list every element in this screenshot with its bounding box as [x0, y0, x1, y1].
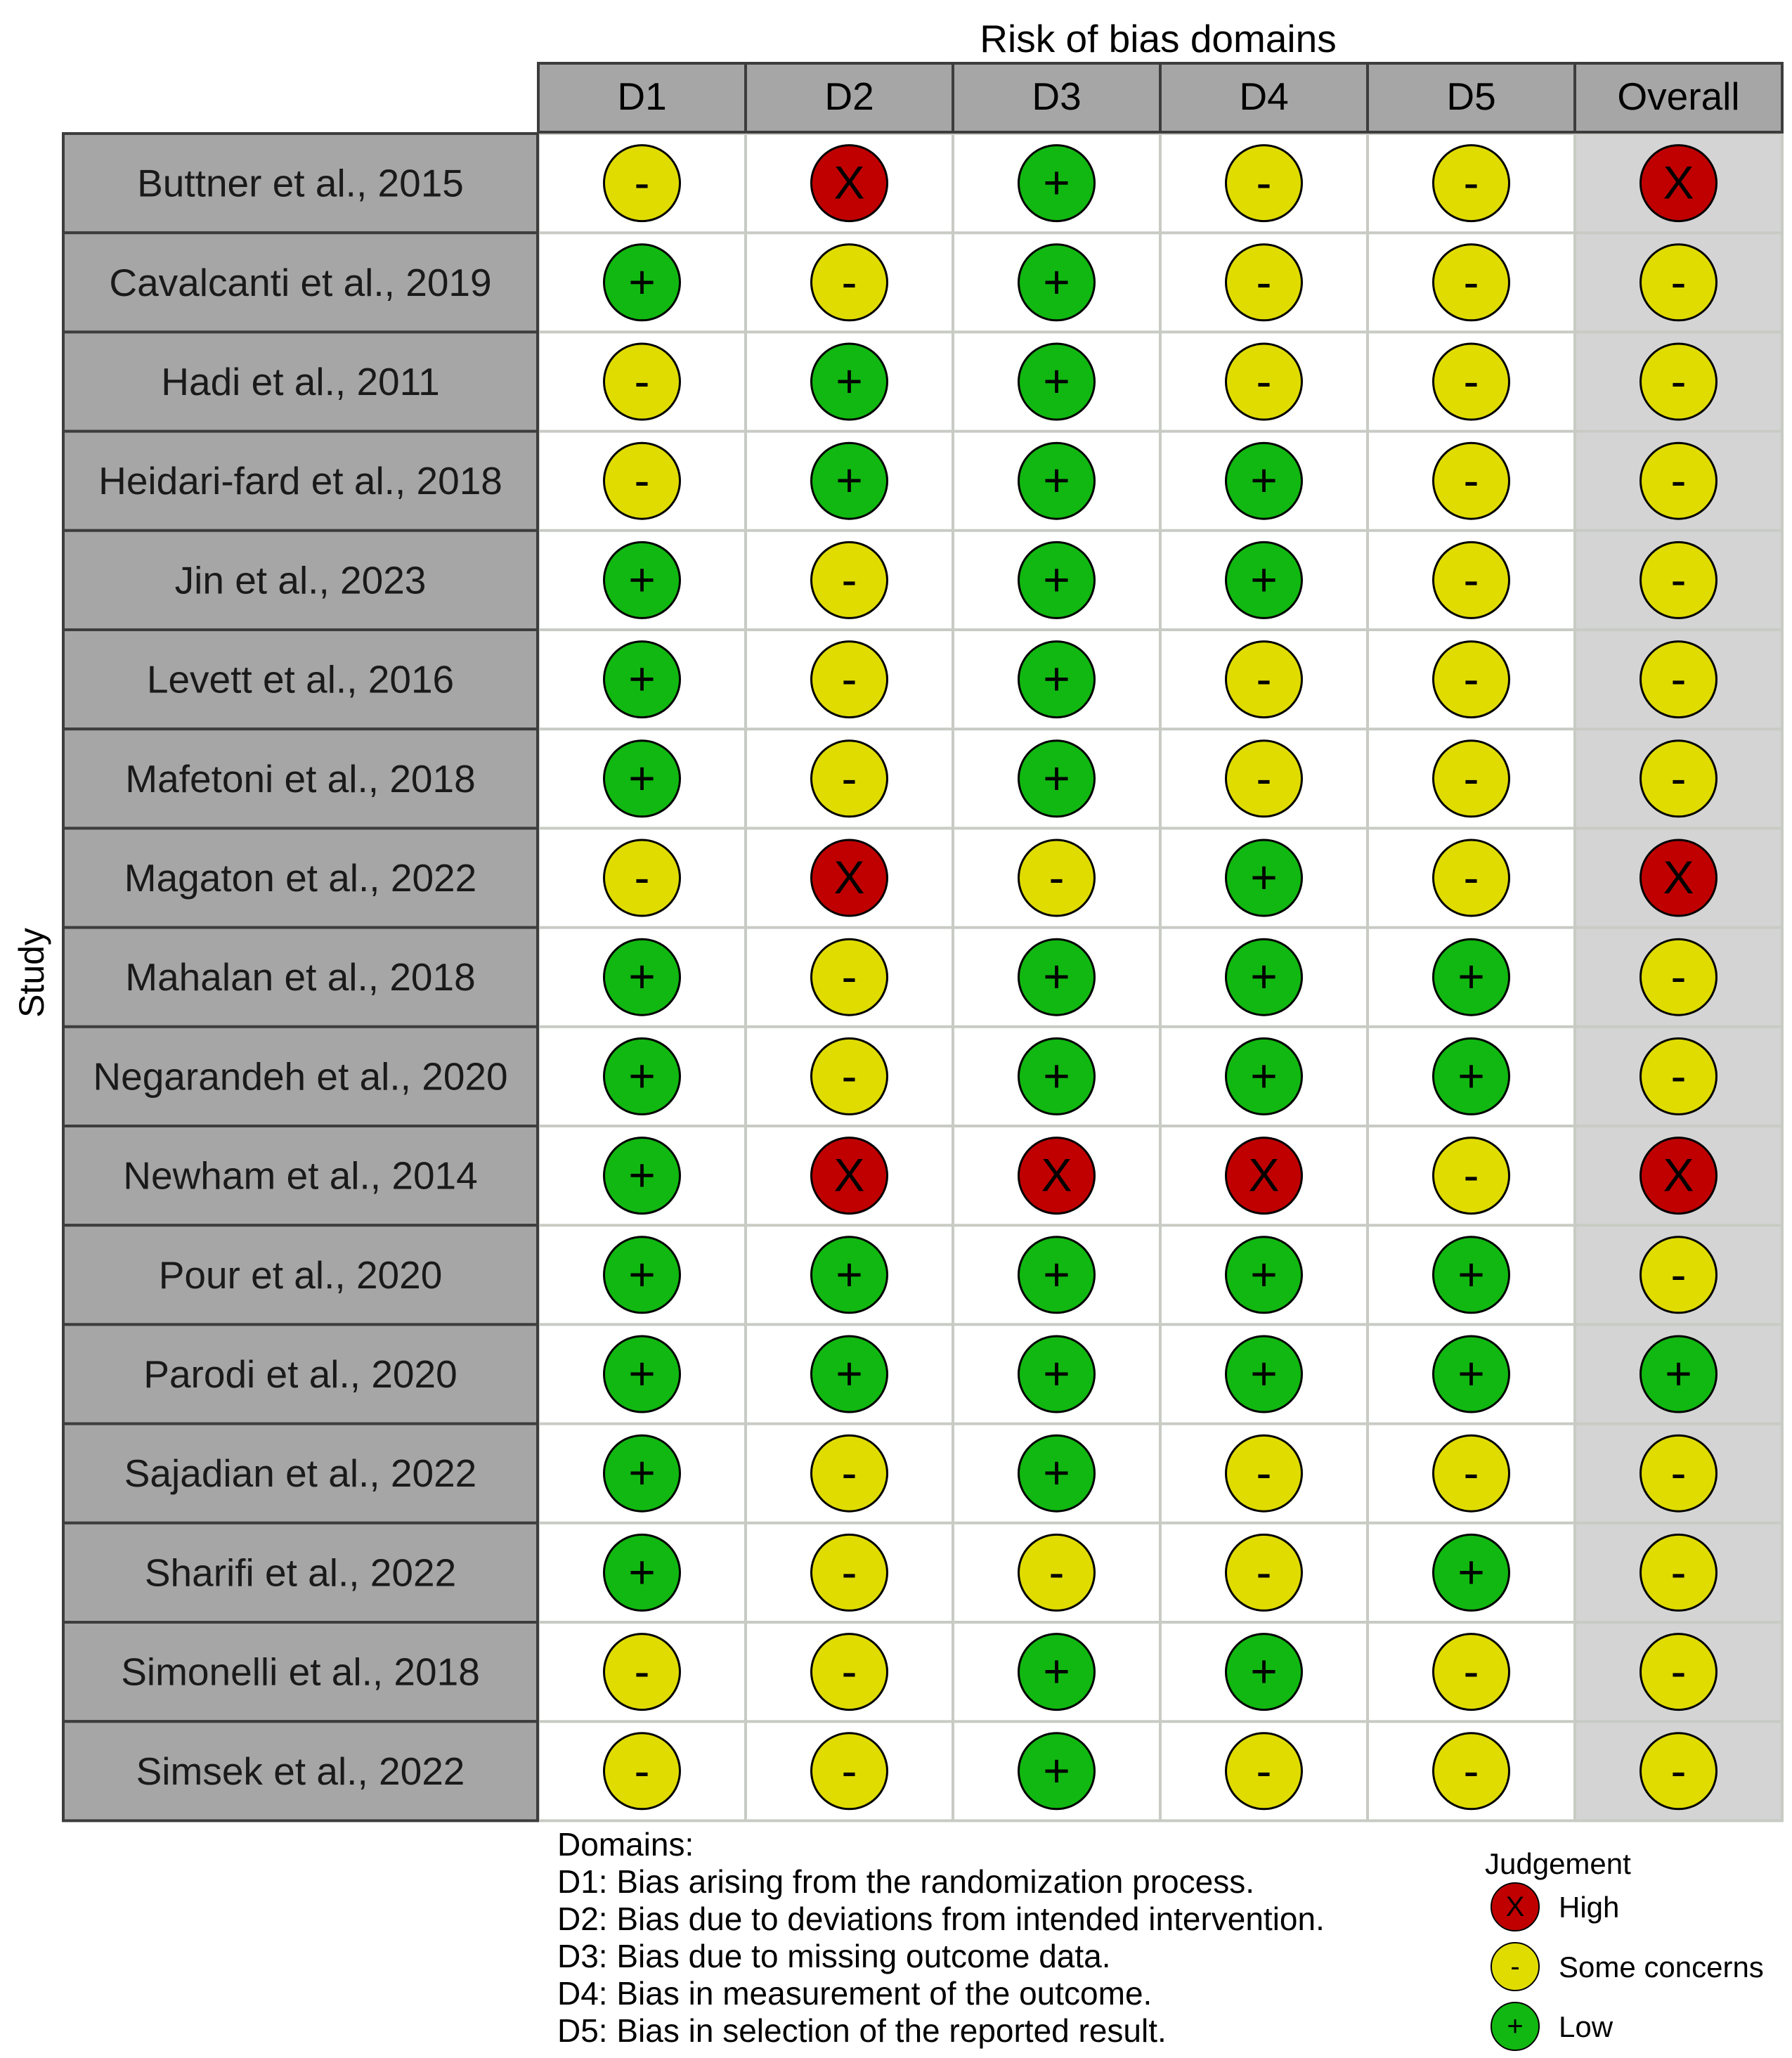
judgement-symbol: - [1463, 851, 1479, 903]
judgement-symbol: + [1043, 1645, 1070, 1697]
judgement-symbol: + [628, 1049, 656, 1102]
judgement-symbol: + [628, 1347, 656, 1399]
judgement-symbol: + [1250, 553, 1278, 606]
judgement-symbol: - [1670, 1546, 1687, 1598]
judgement-symbol: - [634, 1645, 650, 1697]
judgement-symbol: X [1041, 1148, 1072, 1201]
judgement-symbol: - [1256, 355, 1272, 407]
judgement-symbol: - [1463, 1744, 1479, 1797]
judgement-symbol: - [1670, 652, 1687, 705]
judgement-symbol: + [836, 1248, 863, 1300]
judgement-symbol: + [1250, 1347, 1278, 1399]
judgement-symbol: - [1670, 454, 1687, 507]
judgement-symbol: - [1463, 553, 1479, 606]
judgement-symbol: - [1670, 1447, 1687, 1499]
judgement-symbol: - [1670, 751, 1687, 804]
judgement-symbol: - [1256, 255, 1272, 308]
judgement-symbol: - [1256, 1744, 1272, 1797]
judgement-symbol: + [836, 355, 863, 407]
judgement-symbol: + [1250, 950, 1278, 1003]
judgement-symbol: + [628, 553, 656, 606]
study-label: Jin et al., 2023 [174, 558, 427, 602]
column-header-label: D1 [617, 75, 667, 118]
judgement-symbol: + [1043, 1347, 1070, 1399]
judgement-symbol: X [1663, 851, 1694, 903]
judgement-symbol: + [1043, 553, 1070, 606]
legend-marker-symbol: - [1510, 1951, 1520, 1982]
judgement-symbol: X [1663, 156, 1694, 209]
judgement-symbol: + [1043, 652, 1070, 705]
judgement-symbol: - [634, 1744, 650, 1797]
judgement-symbol: X [833, 156, 865, 209]
judgement-symbol: - [841, 255, 857, 308]
legend-title: Judgement [1485, 1847, 1631, 1880]
judgement-symbol: - [634, 355, 650, 407]
judgement-symbol: + [628, 1447, 656, 1499]
judgement-symbol: - [841, 751, 857, 804]
judgement-symbol: + [1457, 1248, 1485, 1300]
legend-label: High [1559, 1891, 1620, 1924]
judgement-symbol: + [628, 1148, 656, 1201]
judgement-symbol: - [1256, 156, 1272, 209]
judgement-symbol: + [1457, 1049, 1485, 1102]
judgement-symbol: - [1048, 1546, 1065, 1598]
legend [557, 1826, 1764, 2050]
column-header-label: D2 [824, 75, 874, 118]
judgement-symbol: + [1250, 1645, 1278, 1697]
judgement-symbol: + [628, 1248, 656, 1300]
judgement-symbol: - [1463, 255, 1479, 308]
domain-description: D3: Bias due to missing outcome data. [557, 1938, 1111, 1974]
study-label: Buttner et al., 2015 [137, 161, 464, 205]
study-label: Negarandeh et al., 2020 [93, 1054, 508, 1099]
judgement-symbol: + [1250, 1049, 1278, 1102]
study-label: Hadi et al., 2011 [161, 360, 440, 403]
judgement-symbol: - [1670, 1744, 1687, 1797]
study-label: Sajadian et al., 2022 [124, 1451, 477, 1496]
judgement-symbol: - [1256, 1546, 1272, 1598]
judgement-symbol: + [1043, 950, 1070, 1003]
judgement-symbol: - [634, 851, 650, 903]
domain-description: D1: Bias arising from the randomization process. [557, 1863, 1254, 1900]
judgement-symbol: + [1043, 156, 1070, 209]
judgement-symbol: - [1670, 255, 1687, 308]
study-label: Mahalan et al., 2018 [125, 955, 476, 999]
judgement-symbol: + [628, 950, 656, 1003]
column-header-label: D3 [1032, 75, 1082, 118]
judgement-symbol: - [1463, 355, 1479, 407]
judgement-symbol: - [841, 1447, 857, 1499]
domain-description: D5: Bias in selection of the reported result. [557, 2012, 1167, 2049]
column-header-label: Overall [1617, 75, 1740, 118]
legend-marker-symbol: + [1507, 2011, 1524, 2042]
judgement-symbol: - [841, 553, 857, 606]
judgement-symbol: - [1463, 1447, 1479, 1499]
domain-description: D2: Bias due to deviations from intended intervention. [557, 1901, 1325, 1937]
judgement-symbol: + [1665, 1347, 1692, 1399]
study-label: Pour et al., 2020 [158, 1253, 443, 1297]
study-label: Simsek et al., 2022 [136, 1749, 465, 1793]
judgement-symbol: - [1256, 652, 1272, 705]
judgement-symbol: - [1048, 851, 1065, 903]
judgement-symbol: - [1256, 1447, 1272, 1499]
judgement-symbol: - [1463, 652, 1479, 705]
study-label: Mafetoni et al., 2018 [125, 756, 476, 801]
judgement-symbol: + [1250, 454, 1278, 507]
judgement-symbol: + [1043, 751, 1070, 804]
judgement-symbol: + [628, 751, 656, 804]
judgement-symbol: + [1043, 1744, 1070, 1797]
judgement-symbol: + [1043, 454, 1070, 507]
legend-label: Low [1559, 2010, 1614, 2043]
judgement-symbol: - [1670, 950, 1687, 1003]
judgement-symbol: - [1670, 355, 1687, 407]
judgement-symbol: - [1256, 751, 1272, 804]
judgement-symbol: + [1457, 1546, 1485, 1598]
judgement-symbol: - [1463, 454, 1479, 507]
judgement-symbol: + [628, 1546, 656, 1598]
domains-title: Domains: [557, 1826, 694, 1863]
judgement-symbol: + [836, 1347, 863, 1399]
judgement-symbol: X [833, 1148, 865, 1201]
judgement-symbol: + [1457, 950, 1485, 1003]
judgement-symbol: + [1043, 1447, 1070, 1499]
judgement-symbol: X [1663, 1148, 1694, 1201]
judgement-symbol: + [628, 255, 656, 308]
study-label: Parodi et al., 2020 [143, 1352, 457, 1396]
judgement-symbol: - [1463, 156, 1479, 209]
judgement-symbol: + [1043, 1049, 1070, 1102]
judgement-symbol: - [634, 156, 650, 209]
judgement-symbol: - [841, 1645, 857, 1697]
judgement-symbol: - [1463, 1645, 1479, 1697]
study-label: Magaton et al., 2022 [124, 856, 477, 900]
judgement-symbol: X [833, 851, 865, 903]
judgement-symbol: - [841, 652, 857, 705]
judgement-symbol: - [841, 1049, 857, 1102]
legend-marker-symbol: X [1505, 1891, 1525, 1922]
judgement-symbol: - [841, 950, 857, 1003]
judgement-symbol: + [1250, 851, 1278, 903]
judgement-symbol: - [634, 454, 650, 507]
legend-label: Some concerns [1559, 1950, 1764, 1983]
judgement-symbol: + [1457, 1347, 1485, 1399]
study-label: Heidari-fard et al., 2018 [98, 459, 502, 503]
column-header-label: D5 [1446, 75, 1496, 118]
grid-layer [63, 63, 1782, 1820]
judgement-symbol: - [841, 1546, 857, 1598]
study-label: Levett et al., 2016 [146, 657, 455, 701]
column-header-label: D4 [1239, 75, 1289, 118]
domain-description: D4: Bias in measurement of the outcome. [557, 1975, 1153, 2012]
judgement-symbol: + [1043, 255, 1070, 308]
judgement-symbol: - [1670, 1645, 1687, 1697]
study-label: Newham et al., 2014 [123, 1153, 478, 1198]
judgement-symbol: + [836, 454, 863, 507]
judgement-symbol: + [1250, 1248, 1278, 1300]
judgement-symbol: + [628, 652, 656, 705]
judgement-symbol: - [841, 1744, 857, 1797]
study-label: Cavalcanti et al., 2019 [109, 260, 492, 304]
judgement-symbol: - [1670, 553, 1687, 606]
study-label: Sharifi et al., 2022 [144, 1551, 457, 1595]
judgement-symbol: - [1670, 1248, 1687, 1300]
y-axis-label: Study [12, 928, 51, 1018]
judgement-symbol: - [1463, 1148, 1479, 1201]
judgement-symbol: X [1248, 1148, 1280, 1201]
judgement-symbol: + [1043, 1248, 1070, 1300]
chart-title: Risk of bias domains [980, 17, 1337, 60]
judgement-symbol: - [1463, 751, 1479, 804]
judgement-symbol: - [1670, 1049, 1687, 1102]
study-label: Simonelli et al., 2018 [121, 1650, 480, 1694]
judgement-symbol: + [1043, 355, 1070, 407]
